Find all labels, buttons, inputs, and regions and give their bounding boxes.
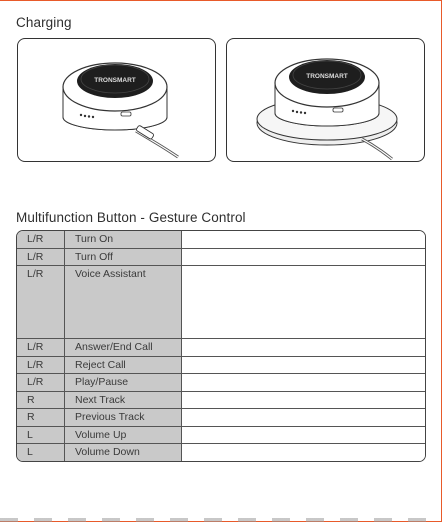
function-cell: Voice Assistant [65,266,182,339]
side-cell: L [17,426,65,443]
gesture-row [17,266,425,339]
description-cell [182,356,426,373]
gesture-row [17,426,425,443]
description-cell [182,374,426,391]
side-cell: L [17,444,65,461]
charging-title: Charging [16,15,72,30]
gesture-row [17,248,425,265]
bottom-edge-marks [0,518,441,522]
function-cell: Turn Off [65,248,182,265]
function-cell: Turn On [65,231,182,248]
case-logo: TRONSMART [94,77,136,84]
function-cell: Answer/End Call [65,339,182,356]
gesture-table [16,230,426,462]
side-cell: R [17,409,65,426]
side-cell: R [17,391,65,408]
gesture-row [17,391,425,408]
description-cell [182,339,426,356]
gesture-row [17,374,425,391]
gesture-row [17,339,425,356]
function-cell: Play/Pause [65,374,182,391]
side-cell: L/R [17,231,65,248]
gesture-row [17,231,425,248]
description-cell [182,409,426,426]
side-cell: L/R [17,248,65,265]
side-cell: L/R [17,266,65,339]
function-cell: Next Track [65,391,182,408]
charging-cable-illustration [17,38,216,162]
function-cell: Previous Track [65,409,182,426]
page-border-top [0,0,441,1]
function-cell: Volume Down [65,444,182,461]
gesture-row [17,356,425,373]
gesture-control-title: Multifunction Button - Gesture Control [16,210,246,225]
description-cell [182,231,426,248]
side-cell: L/R [17,356,65,373]
function-cell: Volume Up [65,426,182,443]
gesture-row [17,409,425,426]
side-cell: L/R [17,339,65,356]
function-cell: Reject Call [65,356,182,373]
gesture-row [17,444,425,461]
description-cell [182,444,426,461]
side-cell: L/R [17,374,65,391]
case-logo-2: TRONSMART [306,73,348,80]
description-cell [182,391,426,408]
description-cell [182,266,426,339]
description-cell [182,426,426,443]
description-cell [182,248,426,265]
wireless-charging-illustration [226,38,425,162]
